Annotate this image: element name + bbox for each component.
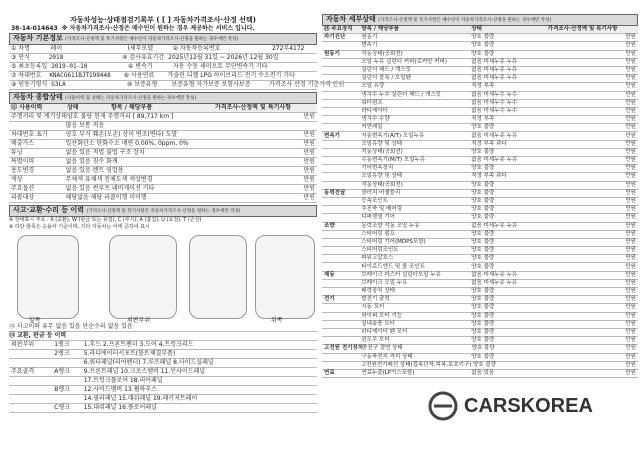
- exchange-items: 12.사이드멤버 13.휠하우스: [83, 386, 157, 393]
- detail-state: 적정 부족: [471, 83, 495, 90]
- detail-group: 변속기: [324, 132, 340, 139]
- basic-value: 레이: [50, 45, 63, 52]
- basic-label: ⑦ 차대번호: [11, 72, 42, 79]
- detail-amount: 만원: [625, 173, 636, 180]
- basic-label: ⑤ 최초등록일: [11, 63, 48, 70]
- detail-item: 와이퍼 모터 기능: [361, 312, 403, 319]
- record-number: 38-14-014643: [11, 25, 58, 32]
- detail-status-row: [322, 231, 638, 239]
- detail-state: 양호 불량: [471, 320, 495, 327]
- basic-info-row: [9, 54, 317, 63]
- general-amount: 만원: [303, 167, 315, 174]
- detail-status-row: [322, 214, 638, 222]
- exchange-row: [9, 350, 317, 359]
- exchange-rank: B랭크: [54, 386, 70, 393]
- detail-status-row: [322, 304, 638, 312]
- detail-state: 양호 불량: [471, 42, 495, 49]
- detail-amount: 만원: [625, 369, 636, 376]
- detail-state: 양호 불량: [471, 148, 495, 155]
- detail-amount: 만원: [625, 288, 636, 295]
- watermark-text: CARSKOREA: [464, 394, 593, 417]
- detail-state: 양호 불량: [471, 329, 495, 336]
- detail-item: 타이로드엔드 및 볼 조인트: [361, 263, 426, 270]
- detail-status-row: [322, 263, 638, 271]
- detail-amount: 만원: [625, 304, 636, 311]
- general-value: 양호 부식 훼손(오손) 상이 변조(변타) 도말: [65, 131, 178, 138]
- detail-state: 없음 미세누유 누유: [471, 271, 518, 278]
- general-amount: 만원: [303, 140, 315, 147]
- general-label: 배출가스: [11, 140, 35, 147]
- exchange-rank: C랭크: [54, 404, 70, 411]
- general-value: 없음 있음 렌트 영업용: [65, 167, 124, 174]
- detail-item: 충전구 절연 상태: [362, 345, 403, 352]
- detail-state: 양호 불량: [471, 247, 495, 254]
- detail-amount: 만원: [625, 238, 636, 245]
- detail-amount: 만원: [625, 337, 636, 344]
- detail-state: 양호 불량: [471, 124, 495, 131]
- detail-amount: 만원: [625, 263, 636, 270]
- basic-label-2: ⑥ 변속기: [128, 63, 153, 70]
- detail-state: 양호 불량: [471, 255, 495, 262]
- detail-state: 양호 불량: [471, 206, 495, 213]
- detail-state: 양호 불량: [471, 263, 495, 270]
- exchange-items: 6.쿼터패널(리어펜더) 7.루프패널 8.사이드실패널: [83, 359, 214, 366]
- general-amount: 만원: [303, 176, 315, 183]
- detail-state: 양호 불량: [471, 34, 495, 41]
- view-label-front: 앞쪽: [29, 317, 41, 324]
- detail-amount: 만원: [625, 132, 636, 139]
- detail-status-row: [322, 223, 638, 231]
- detail-state: 적정 부족 과다: [471, 140, 507, 147]
- detail-item: 작동상태(공회전): [361, 148, 403, 155]
- detail-status-row: [322, 255, 638, 263]
- detail-status-header: 자동차 세부상태 (가격조사·산정액 및 특기사항은 매수인이 자동차가격조사·산정을 원하는 경우에만 작성): [322, 14, 638, 26]
- general-status-table: [9, 113, 317, 203]
- basic-info-table: [9, 45, 345, 90]
- detail-amount: 만원: [625, 361, 636, 368]
- detail-item: 발전기 출력: [361, 296, 390, 303]
- detail-state: 적정 부족: [471, 116, 495, 123]
- basic-info-row: [9, 81, 345, 90]
- detail-item: 라디에이터 팬 모터: [361, 329, 408, 336]
- detail-amount: 만원: [625, 75, 636, 82]
- detail-amount: 만원: [625, 58, 636, 65]
- general-amount: 만원: [303, 131, 315, 138]
- general-label: 용도변경: [11, 167, 35, 174]
- detail-status-row: [322, 329, 638, 337]
- detail-item: 작동상태(공회전): [361, 50, 403, 57]
- detail-amount: 만원: [625, 329, 636, 336]
- general-status-row: [9, 158, 317, 167]
- right-column: [322, 14, 638, 444]
- detail-item: 커먼레일: [361, 124, 383, 131]
- repair-history: ⑫ 사고이력 유무 없음 있음 단순수리 없음 있음: [9, 323, 317, 332]
- general-status-row: [9, 149, 317, 158]
- basic-value: 2019-01-10: [51, 63, 88, 70]
- accident-header: 사고·교환·수리 등 이력 (가격조사·산정액 및 특기사항은 자동차가격조사·산정을 원하는 경우에만 작성): [9, 205, 317, 217]
- exchange-row: [9, 404, 317, 413]
- detail-status-row: [322, 239, 638, 247]
- service-notice: ※ 자동차가격조사·산정은 매수인이 원하는 경우 제공하는 서비스 입니다.: [61, 25, 255, 32]
- exchange-row: [9, 377, 317, 386]
- general-status-row: [9, 194, 317, 203]
- general-label: 리콜대상: [11, 194, 35, 201]
- exchange-header: ⑬ 교환, 판금 등 이력: [9, 332, 317, 341]
- general-label: 주행거리 및 계기상태: [11, 113, 67, 120]
- car-diagram: [9, 231, 317, 323]
- detail-state: 양호 불량: [471, 345, 495, 352]
- detail-status-row: [322, 198, 638, 206]
- detail-amount: 만원: [625, 255, 636, 262]
- detail-status-row: [322, 370, 638, 378]
- detail-item: 클러치 어셈블리: [361, 189, 401, 196]
- detail-status-row: [322, 272, 638, 280]
- general-amount: 만원: [303, 185, 315, 192]
- car-top-view: [109, 235, 177, 319]
- detail-status-row: [322, 182, 638, 190]
- detail-item: 구동축전지 격리 상태: [361, 353, 413, 360]
- detail-item: 오일유량 및 상태: [361, 140, 403, 147]
- detail-group: 전기: [324, 296, 335, 303]
- detail-amount: 만원: [625, 247, 636, 254]
- detail-amount: 만원: [625, 42, 636, 49]
- detail-item: 실린더 블록 / 오일팬: [361, 75, 411, 82]
- detail-state: 양호 불량: [471, 214, 495, 221]
- general-label: 특별이력: [11, 158, 35, 165]
- detail-status-row: [322, 190, 638, 198]
- detail-state: 없음 미세누유 누유: [471, 132, 518, 139]
- detail-state: 양호 불량: [471, 230, 495, 237]
- detail-status-row: [322, 67, 638, 75]
- detail-amount: 만원: [625, 50, 636, 57]
- basic-info-header: 자동차 기본정보 (가격조사·산정액 및 특기사항은 매수인이 자동차가격조사·산정을 원하는 경우에만 작성): [9, 33, 317, 45]
- detail-item: 워터펌프: [361, 99, 383, 106]
- detail-state: 없음 미세누유 누유: [471, 67, 518, 74]
- detail-item: 등속조인트: [361, 198, 388, 205]
- detail-amount: 만원: [625, 91, 636, 98]
- accident-legend-2: ※ 하단 항목은 승용차 기준이며, 기타 자동차는 이에 준하여 표시: [9, 224, 150, 230]
- basic-label-2: ⑩ 보증유형: [126, 81, 158, 88]
- detail-status-row: [322, 51, 638, 59]
- exchange-group: 외판부위: [11, 341, 35, 348]
- general-value: 해당없음 해당 리콜이행 미이행: [65, 194, 147, 201]
- basic-info-row: [9, 72, 317, 81]
- detail-amount: 만원: [625, 296, 636, 303]
- exchange-rank: A랭크: [54, 368, 70, 375]
- detail-status-row: [322, 92, 638, 100]
- view-label-rear: 뒤쪽: [271, 317, 283, 324]
- detail-amount: 만원: [625, 181, 636, 188]
- detail-item: 오일 유량: [361, 83, 385, 90]
- basic-label: ③ 연식: [11, 54, 30, 61]
- basic-value: KNACG611BJT199448: [49, 72, 111, 79]
- general-value: 많음 보통 적음: [65, 122, 105, 129]
- detail-amount: 만원: [625, 198, 636, 205]
- detail-item: 원동기: [361, 34, 378, 41]
- car-front-view: [17, 235, 79, 319]
- general-label: 주요옵션: [11, 185, 35, 192]
- detail-state: 없음 미세누유 누유: [471, 157, 518, 164]
- general-label: 색상: [11, 176, 23, 183]
- exchange-items: 14.필러패널 15.대쉬패널 19.패키지트레이: [83, 395, 198, 402]
- detail-group: 동력전달: [324, 189, 346, 196]
- exchange-row: [9, 395, 317, 404]
- detail-group: 고전원 전기장치: [324, 345, 364, 352]
- basic-info-row: [9, 45, 317, 54]
- exchange-rank: 1랭크: [54, 341, 70, 348]
- detail-state: 없음 미세누수 누수: [471, 91, 518, 98]
- general-amount: 만원: [303, 113, 315, 120]
- detail-amount: 만원: [625, 214, 636, 221]
- general-status-columns: ⑪ 사용이력 상태 항목 / 해당부품 가격조사·산정액 및 특기사항: [9, 104, 317, 113]
- detail-status-row: [322, 42, 638, 50]
- detail-item: 파워고압호스: [361, 255, 394, 262]
- detail-amount: 만원: [625, 67, 636, 74]
- general-value: 없음 있음 썬루프 네비게이션 기타: [65, 185, 155, 192]
- general-label: 튜닝: [11, 149, 23, 156]
- detail-amount: 만원: [625, 165, 636, 172]
- detail-status-row: [322, 83, 638, 91]
- detail-amount: 만원: [625, 271, 636, 278]
- detail-amount: 만원: [625, 320, 636, 327]
- detail-state: 없음 미세누유 누유: [471, 279, 518, 286]
- detail-group: 자기진단: [324, 34, 346, 41]
- general-status-row: [9, 167, 317, 176]
- general-value: 없음 있음 적법 불법 구조 장치: [65, 149, 145, 156]
- detail-status-row: [322, 280, 638, 288]
- general-amount: 만원: [303, 194, 315, 201]
- detail-item: 브레이크 마스터 실린더오일 누유: [361, 271, 441, 278]
- detail-state: 양호 불량: [472, 361, 496, 368]
- basic-value-2: 보증유형 자가보증 보험사보증: [171, 81, 251, 88]
- document-title: 자동차성능·상태점검기록부 ( [ ] 자동차가격조사·산정 선택): [70, 16, 256, 24]
- exchange-rank: 2랭크: [54, 350, 70, 357]
- carskorea-logo-icon: [428, 391, 458, 421]
- detail-amount: 만원: [625, 279, 636, 286]
- detail-item: 디퍼렌셜 기어: [361, 214, 395, 221]
- detail-item: 동력조향 작동 오일 누유: [361, 222, 420, 229]
- detail-status-row: [322, 149, 638, 157]
- detail-status-row: [322, 124, 638, 132]
- general-status-row: [9, 185, 317, 194]
- detail-item: 실린더 헤드 / 개스킷: [361, 67, 411, 74]
- general-status-row: [9, 131, 317, 140]
- detail-state: 없음 미세누유 누유: [471, 58, 518, 65]
- general-value: 양호 불량 현재 주행거리 [ 89,717 km ]: [67, 113, 174, 120]
- accident-legend: ※ 상태표시 부호 : X (교환), W (판금 또는 용접), C (부식), A (흠집), U (요철), T (손상): [9, 217, 202, 223]
- basic-value-2: 가솔린 디젤 LPG 하이브리드 전기 수소전기 기타: [167, 72, 295, 79]
- detail-group: 연료: [324, 369, 335, 376]
- detail-status-row: [322, 362, 638, 370]
- general-status-row: [9, 122, 317, 131]
- detail-item: 오일유량 및 상태: [361, 173, 403, 180]
- detail-status-row: [322, 100, 638, 108]
- exchange-row: [9, 341, 317, 350]
- detail-state: 양호 불량: [471, 288, 495, 295]
- detail-state: 양호 불량: [471, 337, 495, 344]
- detail-status-row: [322, 321, 638, 329]
- basic-value-2: 2025년12월 31일 ~ 2026년 12월 30일: [168, 54, 279, 61]
- general-amount: 만원: [303, 158, 315, 165]
- detail-item: 배력장치 상태: [361, 288, 395, 295]
- detail-amount: 만원: [625, 34, 636, 41]
- exchange-items: 5.라디에이터서포트(볼트체결부품): [83, 350, 176, 357]
- detail-item: 수동변속기(M/T) 오일누유: [361, 157, 426, 164]
- detail-item: 작동상태(공회전): [361, 181, 403, 188]
- detail-item: 변속기: [361, 42, 378, 49]
- general-amount: 만원: [303, 149, 315, 156]
- basic-label-2: ④ 검사유효기간: [122, 54, 165, 61]
- exchange-group: 주요골격: [11, 368, 35, 375]
- detail-status-row: [322, 345, 638, 353]
- general-status-row: [9, 176, 317, 185]
- detail-state: 양호 불량: [471, 181, 495, 188]
- detail-item: 추진축 및 베어링: [361, 206, 403, 213]
- detail-group: 원동기: [324, 50, 340, 57]
- detail-state: 양호 불량: [471, 50, 495, 57]
- general-status-row: [9, 113, 317, 122]
- detail-amount: 만원: [625, 140, 636, 147]
- detail-status-row: [322, 157, 638, 165]
- detail-state: 없음 미세누유 누유: [471, 222, 518, 229]
- detail-status-row: [322, 141, 638, 149]
- detail-status-row: [322, 354, 638, 362]
- detail-group: 제동: [324, 271, 335, 278]
- detail-item: 윈도우 모터: [361, 337, 390, 344]
- detail-amount: 만원: [625, 148, 636, 155]
- detail-amount: 만원: [625, 312, 636, 319]
- exchange-items: 9.프론트패널 10.크로스멤버 11.인사이드패널: [83, 368, 206, 375]
- exchange-items: 17.트렁크플로어 18.리어패널: [83, 377, 163, 384]
- basic-label: ⑨ 원동기형식: [11, 81, 48, 88]
- detail-state: 양호 불량: [471, 165, 495, 172]
- basic-value: 2018: [48, 54, 64, 61]
- detail-amount: 만원: [625, 230, 636, 237]
- detail-amount: 만원: [625, 206, 636, 213]
- detail-item: 기어변속장치: [361, 165, 394, 172]
- detail-status-row: [322, 132, 638, 140]
- detail-item: 냉각수 수량: [361, 116, 390, 123]
- detail-item: 냉각수 누수 실린더 헤드 / 개스킷: [361, 91, 441, 98]
- detail-status-row: [322, 108, 638, 116]
- detail-item: 연료누출(LP가스포함): [361, 369, 415, 376]
- detail-amount: 만원: [625, 99, 636, 106]
- inspection-sheet: [4, 4, 636, 445]
- view-label-panel: 외판부위: [127, 317, 151, 324]
- basic-label: ① 차명: [11, 45, 30, 52]
- detail-item: 오일 누유 실린더 커버(로커암 커버): [361, 58, 447, 65]
- general-value: 일산화탄소 탄화수소 매연 0.00%, 0ppm, 0%: [65, 140, 189, 147]
- exchange-row: [9, 386, 317, 395]
- detail-status-table: [322, 34, 638, 378]
- detail-group: 조향: [324, 222, 335, 229]
- detail-item: 스티어링 기어(MDPS포함): [361, 238, 426, 245]
- detail-item: 스티어링 펌프: [361, 230, 395, 237]
- basic-value-3: 가격조사 산정 기준가격 만원: [269, 81, 345, 88]
- detail-status-row: [322, 288, 638, 296]
- basic-label-2: ⑧ 사용연료: [123, 72, 155, 79]
- detail-amount: 만원: [625, 83, 636, 90]
- detail-state: 양호 불량: [471, 353, 495, 360]
- basic-value-2: 자동 수동 세미오토 무단변속기 기타: [173, 63, 268, 70]
- detail-status-columns: ⑭ 주요장치 항목 / 해당부품 상태 가격조사·산정액 및 특기사항: [322, 26, 638, 34]
- exchange-items: 15.대쉬패널 16.플로어패널: [83, 404, 157, 411]
- detail-item: 스티어링조인트: [361, 247, 399, 254]
- basic-value-2: ② 자동차등록번호: [172, 45, 221, 52]
- exchange-row: [9, 359, 317, 368]
- car-side-view: [189, 235, 247, 319]
- detail-state: 없음 미세누유 누유: [471, 75, 518, 82]
- basic-label-2: (세부모델: [127, 45, 153, 52]
- detail-state: 양호 불량: [471, 312, 495, 319]
- detail-amount: 만원: [625, 222, 636, 229]
- detail-status-row: [322, 173, 638, 181]
- detail-amount: 만원: [625, 107, 636, 114]
- exchange-items: 1.후드 2.프론트펜더 3.도어 4.트렁크리드: [83, 341, 194, 348]
- detail-state: 양호 불량: [471, 296, 495, 303]
- detail-state: 없음 미세누수 누수: [471, 99, 518, 106]
- exchange-row: [9, 368, 317, 377]
- detail-item: 라디에이터: [361, 107, 388, 114]
- detail-state: 양호 불량: [471, 238, 495, 245]
- detail-status-row: [322, 313, 638, 321]
- general-label: 차대번호 표기: [11, 131, 48, 138]
- detail-amount: 만원: [625, 124, 636, 131]
- general-status-row: [9, 140, 317, 149]
- detail-state: 없음 있음: [471, 369, 495, 376]
- general-value: 없음 있음 침수 화재: [65, 158, 118, 165]
- detail-amount: 만원: [625, 353, 636, 360]
- detail-state: 양호 불량: [471, 304, 495, 311]
- detail-state: 양호 불량: [471, 198, 495, 205]
- carskorea-watermark: [428, 389, 624, 423]
- detail-state: 적정 부족 과다: [471, 173, 507, 180]
- exchange-table: [9, 341, 317, 413]
- detail-item: 자동변속기(A/T) 오일누유: [361, 132, 425, 139]
- detail-status-row: [322, 59, 638, 67]
- detail-item: 실내송풍 모터: [361, 320, 395, 327]
- general-status-header: 자동차 종합상태 (사용이력 및 상태는 자동차가격조사·산정을 원하는 경우에만 작성): [9, 92, 317, 104]
- detail-amount: 만원: [625, 116, 636, 123]
- basic-info-row: [9, 63, 317, 72]
- basic-value: G3LA: [51, 81, 66, 88]
- car-rear-view: [255, 235, 315, 319]
- general-value: 무채색 유채색 전체도색 색상변경: [65, 176, 153, 183]
- detail-state: 양호 불량: [471, 189, 495, 196]
- detail-amount: 만원: [625, 189, 636, 196]
- basic-value-3: 272루4172: [271, 45, 305, 52]
- detail-amount: 만원: [625, 157, 636, 164]
- detail-amount: 만원: [625, 345, 637, 352]
- detail-item: 브레이크 오일 누유: [361, 279, 408, 286]
- detail-state: 없음 미세누수 누수: [471, 107, 518, 114]
- detail-item: 고전원전기배선 상태(접속단자,피복,보호기구): [360, 361, 472, 368]
- detail-item: 시동 모터: [361, 304, 385, 311]
